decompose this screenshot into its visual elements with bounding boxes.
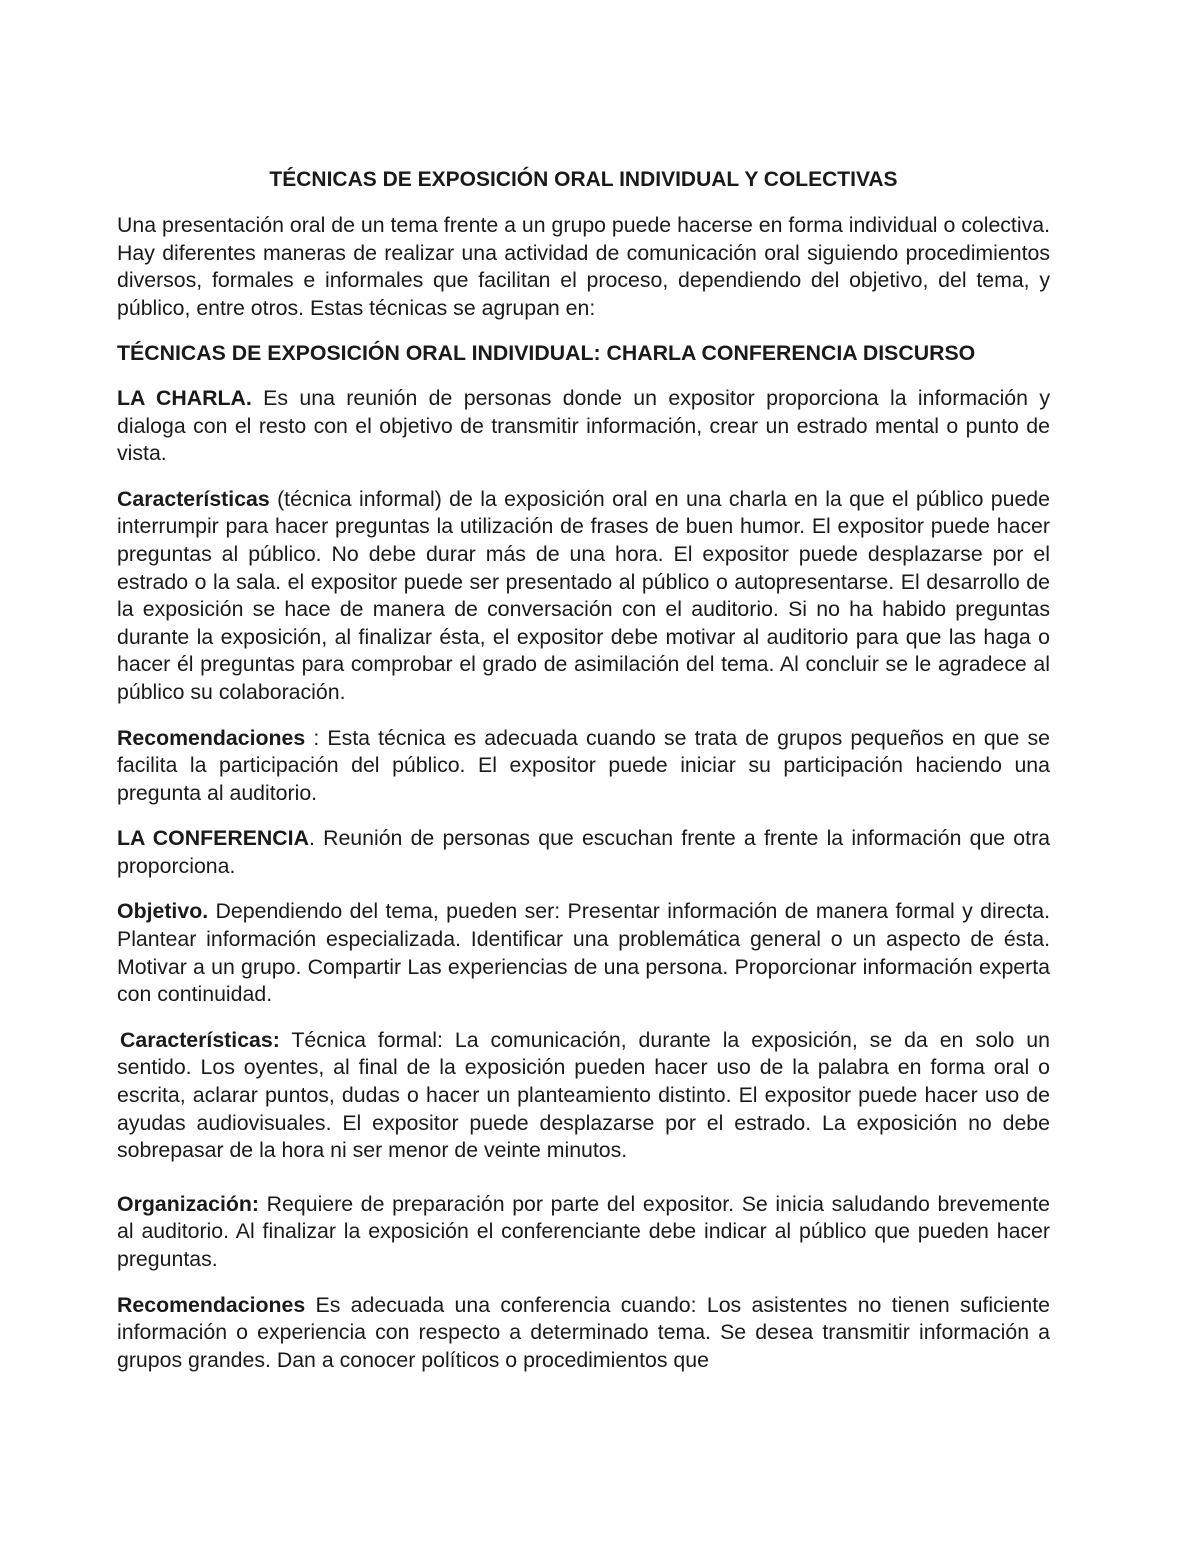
paragraph-text: (técnica informal) de la exposición oral en una charla en la que el público puede interrumpir para hacer preguntas la utilización de frases de buen humor. El expositor puede hacer preguntas al público. No debe durar más de una hora. El expositor puede desplazarse por el estrado o la sala. el expositor puede ser presentado al público o autopresentarse. El desarrollo de la exposición se hace de manera de conversación con el auditorio. Si no ha habido preguntas durante la exposición, al finalizar ésta, el expositor debe motivar al auditorio para que las haga o hacer él preguntas para comprobar el grado de asimilación del tema. Al concluir se le agradece al público su colaboración. xyxy=(117,486,1050,704)
paragraph-charla xyxy=(117,385,1050,468)
paragraph-text: : Esta técnica es adecuada cuando se trata de grupos pequeños en que se facilita la participación del público. El expositor puede iniciar su participación haciendo una pregunta al auditorio. xyxy=(117,725,1050,805)
paragraph-lead: LA CONFERENCIA xyxy=(117,826,309,851)
paragraph-lead: Recomendaciones xyxy=(117,1292,306,1317)
paragraph-text: Requiere de preparación por parte del expositor. Se inicia saludando brevemente al auditorio. Al finalizar la exposición el conferenciante debe indicar al público que pueden hacer preguntas. xyxy=(117,1191,1050,1271)
section-heading: TÉCNICAS DE EXPOSICIÓN ORAL INDIVIDUAL: CHARLA CONFERENCIA DISCURSO xyxy=(117,341,976,366)
paragraph-recomendaciones-conferencia xyxy=(117,1292,1050,1375)
paragraph-caracteristicas-charla xyxy=(117,486,1050,707)
paragraph-text: . Reunión de personas que escuchan frente a frente la información que otra proporciona. xyxy=(117,826,1051,878)
paragraph-lead: Recomendaciones xyxy=(117,725,306,750)
paragraph-text: Es una reunión de personas donde un expositor proporciona la información y dialoga con el resto con el objetivo de transmitir información, crear un estrado mental o punto de vista. xyxy=(117,385,1051,466)
paragraph-recomendaciones-charla xyxy=(117,725,1050,808)
paragraph-caracteristicas-conferencia xyxy=(117,1027,1050,1165)
paragraph-objetivo xyxy=(117,898,1050,1008)
paragraph-text: Dependiendo del tema, pueden ser: Presentar información de manera formal y directa. Plantear información especializada. Identificar una problemática general o un aspecto de ésta. Motivar a un grupo. Compartir Las experiencias de una persona. Proporcionar información experta con continuidad. xyxy=(117,899,1050,1007)
paragraph-text: Es adecuada una conferencia cuando: Los asistentes no tienen suficiente información o experiencia con respecto a determinado tema. Se desea transmitir información a grupos grandes. Dan a conocer políticos o procedimientos que xyxy=(117,1292,1050,1372)
paragraph-lead: Características: xyxy=(120,1027,280,1052)
intro-paragraph: Una presentación oral de un tema frente a un grupo puede hacerse en forma individual o colectiva. Hay diferentes maneras de realizar una actividad de comunicación oral siguiendo procedimientos diversos, formales e informales que facilitan el proceso, dependiendo del objetivo, del tema, y público, entre otros. Estas técnicas se agrupan en: xyxy=(117,213,1050,320)
document-page xyxy=(117,166,1050,1392)
paragraph-lead: Organización: xyxy=(117,1191,259,1216)
document-title: TÉCNICAS DE EXPOSICIÓN ORAL INDIVIDUAL Y COLECTIVAS xyxy=(269,168,898,191)
paragraph-lead: Objetivo. xyxy=(117,899,209,924)
paragraph-text: Técnica formal: La comunicación, durante la exposición, se da en solo un sentido. Los oyentes, al final de la exposición pueden hacer uso de la palabra en forma oral o escrita, aclarar puntos, dudas o hacer un planteamiento distinto. El expositor puede hacer uso de ayudas audiovisuales. El expositor puede desplazarse por el estrado. La exposición no debe sobrepasar de la hora ni ser menor de veinte minutos. xyxy=(117,1027,1050,1163)
paragraph-lead: Características xyxy=(117,486,270,511)
paragraph-lead: LA CHARLA. xyxy=(117,385,252,410)
paragraph-organizacion xyxy=(117,1191,1050,1274)
paragraph-conferencia xyxy=(117,825,1050,880)
